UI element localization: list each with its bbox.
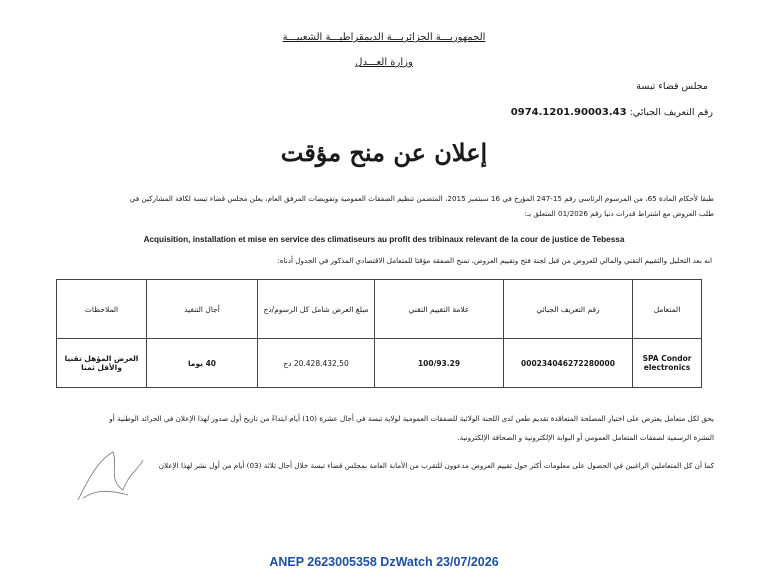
- information-paragraph: كما أن كل المتعاملين الراغبين في الحصول على معلومات أكثر حول تقييم العروض مدعوون للتقرب من الأمانة العامة بمجلس قضاء تبسة خلال أجال ثلاثة (03) أيام من أول نشر لهذا الإعلان: [158, 461, 714, 470]
- cell-offer-amount: 20.428.432,50 دج: [258, 339, 375, 388]
- cell-tax-id: 000234046272280000: [504, 339, 633, 388]
- header-tax-id: رقم التعريف الجبائي: [504, 280, 633, 339]
- intro-line-2: طلب العروض مع اشتراط قدرات دنيا رقم 01/2026 المتعلق بـ:: [524, 209, 714, 218]
- appeal-paragraph-line-2: النشرة الرسمية لصفقات المتعامل العمومي أو البوابة الإلكترونية و الصحافة الإلكترونية.: [457, 433, 714, 442]
- pre-table-sentence: انه بعد التحليل والتقييم التقني والمالي للعروض من قبل لجنة فتح وتقييم العروض، تمنح الصفقة مؤقتا للمتعامل الاقتصادي المذكور في الجدول أدناه:: [277, 256, 712, 265]
- header-technical-score: علامة التقييم التقني: [375, 280, 504, 339]
- ministry-heading: وزارة العـــدل: [355, 57, 413, 68]
- award-table: [56, 279, 702, 388]
- header-remarks: الملاحظات: [57, 280, 147, 339]
- tender-subject: Acquisition, installation et mise en service des climatiseurs au profit des tribinaux relevant de la cour de justice de Tebessa: [143, 235, 625, 244]
- appeal-paragraph-line-1: يحق لكل متعامل يعترض على اختيار المصلحة المتعاقدة تقديم طعن لدى اللجنة الولائية للصفقات العمومية لولاية تبسة في أجال عشرة (10) أيام ابتداءً من تاريخ أول صدور لهذا الإعلان في الجرائد الوطنية أو: [109, 414, 714, 423]
- republic-heading: الجمهوريـــة الجزائريـــة الديمقراطيـــة الشعبيـــة: [282, 32, 486, 43]
- header-execution-time: أجال التنفيذ: [147, 280, 258, 339]
- header-operator: المتعامل: [633, 280, 702, 339]
- publication-reference: ANEP 2623005358 DzWatch 23/07/2026: [269, 555, 499, 569]
- announcement-title: إعلان عن منح مؤقت: [280, 138, 488, 167]
- cell-operator: SPA Condor electronics: [633, 339, 702, 388]
- table-header-row: [57, 280, 702, 339]
- tax-id-value: 0974.1201.90003.43: [510, 107, 627, 118]
- council-name: مجلس قضاء تبسة: [636, 81, 708, 92]
- header-offer-amount: مبلغ العرض شامل كل الرسوم/دج: [258, 280, 375, 339]
- cell-remarks: العرض المؤهل تقنيا والأقل ثمنا: [57, 339, 147, 388]
- tax-id-label: رقم التعريف الجبائي:: [629, 107, 713, 118]
- signature-mark: [68, 440, 148, 510]
- intro-line-1: طبقا لأحكام المادة 65، من المرسوم الرئاسي رقم 15-247 المؤرخ في 16 سبتمبر 2015، المتضمن تنظيم الصفقات العمومية وتفويضات المرفق العام، يعلن مجلس قضاء تبسة لكافة المشاركين في: [129, 194, 714, 203]
- cell-technical-score: 100/93.29: [375, 339, 504, 388]
- table-row: [57, 339, 702, 388]
- cell-execution-time: 40 يوما: [147, 339, 258, 388]
- tax-id-line: [511, 107, 713, 118]
